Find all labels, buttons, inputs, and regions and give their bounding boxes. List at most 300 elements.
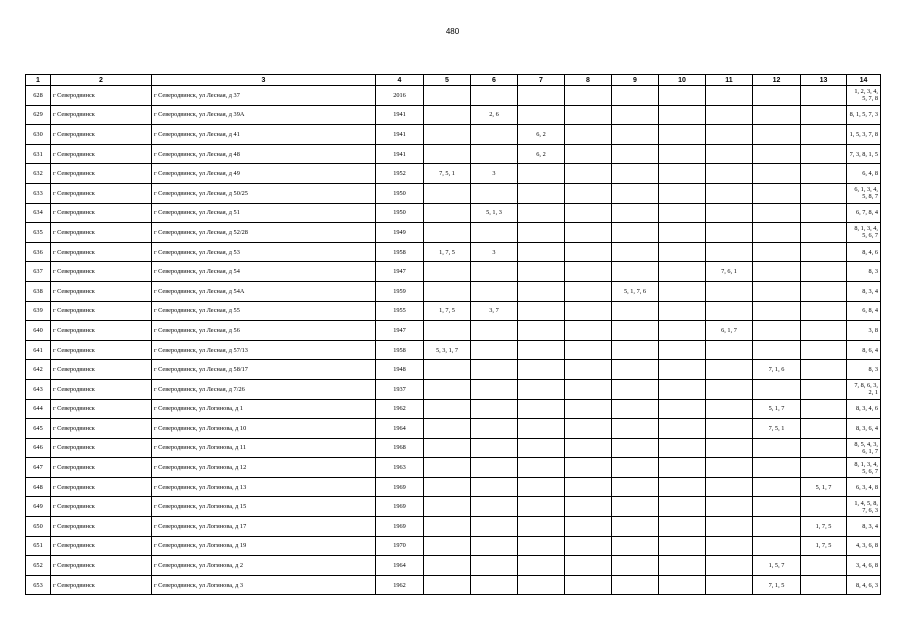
- col12-cell: [753, 203, 801, 223]
- col9-cell: [612, 399, 659, 419]
- col10-cell: [659, 477, 706, 497]
- col14-cell: 7, 8, 6, 3, 2, 1: [847, 379, 881, 399]
- col6-cell: [471, 321, 518, 341]
- year-cell: 1964: [376, 419, 424, 439]
- year-cell: 1952: [376, 164, 424, 184]
- row-number-cell: 635: [26, 223, 51, 243]
- row-number-cell: 631: [26, 144, 51, 164]
- col7-cell: [518, 183, 565, 203]
- year-cell: 1968: [376, 438, 424, 458]
- address-cell: г Северодвинск, ул Лесная, д 54А: [152, 281, 376, 301]
- year-cell: 1958: [376, 340, 424, 360]
- row-number-cell: 637: [26, 262, 51, 282]
- col9-cell: [612, 242, 659, 262]
- col10-cell: [659, 556, 706, 576]
- table-row: [26, 438, 881, 458]
- col12-cell: [753, 223, 801, 243]
- table-row: [26, 301, 881, 321]
- col13-cell: [801, 281, 847, 301]
- year-cell: 1941: [376, 144, 424, 164]
- table-row: [26, 164, 881, 184]
- row-number-cell: 650: [26, 517, 51, 537]
- col10-cell: [659, 419, 706, 439]
- col13-cell: 1, 7, 5: [801, 517, 847, 537]
- col8-cell: [565, 203, 612, 223]
- col5-cell: [424, 183, 471, 203]
- col10-cell: [659, 105, 706, 125]
- year-cell: 1962: [376, 575, 424, 595]
- table-row: [26, 321, 881, 341]
- col9-cell: [612, 419, 659, 439]
- table-body: [26, 86, 881, 595]
- col9-cell: [612, 477, 659, 497]
- column-header-14: 14: [847, 75, 881, 86]
- col8-cell: [565, 301, 612, 321]
- col12-cell: [753, 340, 801, 360]
- housing-register-table: [25, 74, 881, 595]
- col9-cell: [612, 458, 659, 478]
- col14-cell: 7, 3, 8, 1, 5: [847, 144, 881, 164]
- locality-cell: г Северодвинск: [51, 281, 152, 301]
- table-row: [26, 536, 881, 556]
- col12-cell: [753, 105, 801, 125]
- col10-cell: [659, 438, 706, 458]
- col14-cell: 1, 2, 3, 4, 5, 7, 8: [847, 86, 881, 106]
- table-row: [26, 242, 881, 262]
- address-cell: г Северодвинск, ул Логинова, д 13: [152, 477, 376, 497]
- column-header-3: 3: [152, 75, 376, 86]
- locality-cell: г Северодвинск: [51, 458, 152, 478]
- col14-cell: 4, 3, 6, 8: [847, 536, 881, 556]
- row-number-cell: 652: [26, 556, 51, 576]
- col14-cell: 8, 3, 4: [847, 517, 881, 537]
- locality-cell: г Северодвинск: [51, 301, 152, 321]
- locality-cell: г Северодвинск: [51, 340, 152, 360]
- col12-cell: 7, 5, 1: [753, 419, 801, 439]
- col9-cell: [612, 497, 659, 517]
- col12-cell: [753, 477, 801, 497]
- col10-cell: [659, 86, 706, 106]
- year-cell: 1941: [376, 125, 424, 145]
- address-cell: г Северодвинск, ул Лесная, д 37: [152, 86, 376, 106]
- locality-cell: г Северодвинск: [51, 203, 152, 223]
- locality-cell: г Северодвинск: [51, 360, 152, 380]
- col14-cell: 8, 3, 4: [847, 281, 881, 301]
- row-number-cell: 634: [26, 203, 51, 223]
- year-cell: 1937: [376, 379, 424, 399]
- col5-cell: [424, 105, 471, 125]
- locality-cell: г Северодвинск: [51, 321, 152, 341]
- table-row: [26, 223, 881, 243]
- table-row: [26, 183, 881, 203]
- col6-cell: [471, 497, 518, 517]
- col8-cell: [565, 144, 612, 164]
- col11-cell: [706, 125, 753, 145]
- col10-cell: [659, 223, 706, 243]
- table-row: [26, 360, 881, 380]
- col5-cell: [424, 477, 471, 497]
- address-cell: г Северодвинск, ул Лесная, д 51: [152, 203, 376, 223]
- col9-cell: [612, 262, 659, 282]
- col5-cell: 1, 7, 5: [424, 301, 471, 321]
- column-header-8: 8: [565, 75, 612, 86]
- col13-cell: [801, 556, 847, 576]
- column-header-12: 12: [753, 75, 801, 86]
- col10-cell: [659, 379, 706, 399]
- col13-cell: [801, 360, 847, 380]
- col13-cell: [801, 301, 847, 321]
- col10-cell: [659, 183, 706, 203]
- col11-cell: [706, 379, 753, 399]
- address-cell: г Северодвинск, ул Лесная, д 39А: [152, 105, 376, 125]
- col11-cell: [706, 223, 753, 243]
- col10-cell: [659, 321, 706, 341]
- col14-cell: 8, 3, 6, 4: [847, 419, 881, 439]
- col7-cell: [518, 379, 565, 399]
- col6-cell: 3: [471, 164, 518, 184]
- col5-cell: [424, 575, 471, 595]
- year-cell: 1958: [376, 242, 424, 262]
- col13-cell: [801, 419, 847, 439]
- address-cell: г Северодвинск, ул Логинова, д 3: [152, 575, 376, 595]
- col7-cell: [518, 281, 565, 301]
- col7-cell: [518, 438, 565, 458]
- address-cell: г Северодвинск, ул Лесная, д 56: [152, 321, 376, 341]
- col13-cell: [801, 438, 847, 458]
- address-cell: г Северодвинск, ул Лесная, д 48: [152, 144, 376, 164]
- address-cell: г Северодвинск, ул Лесная, д 52/28: [152, 223, 376, 243]
- col8-cell: [565, 536, 612, 556]
- col7-cell: [518, 340, 565, 360]
- col12-cell: [753, 86, 801, 106]
- col10-cell: [659, 458, 706, 478]
- locality-cell: г Северодвинск: [51, 105, 152, 125]
- col14-cell: 8, 4, 6: [847, 242, 881, 262]
- col12-cell: [753, 458, 801, 478]
- locality-cell: г Северодвинск: [51, 379, 152, 399]
- col11-cell: [706, 458, 753, 478]
- col7-cell: [518, 105, 565, 125]
- col9-cell: [612, 556, 659, 576]
- column-header-1: 1: [26, 75, 51, 86]
- locality-cell: г Северодвинск: [51, 517, 152, 537]
- col7-cell: [518, 262, 565, 282]
- row-number-cell: 647: [26, 458, 51, 478]
- col13-cell: [801, 86, 847, 106]
- table-row: [26, 86, 881, 106]
- col14-cell: 6, 8, 4: [847, 301, 881, 321]
- col10-cell: [659, 360, 706, 380]
- col10-cell: [659, 340, 706, 360]
- col5-cell: 5, 3, 1, 7: [424, 340, 471, 360]
- col6-cell: [471, 536, 518, 556]
- col12-cell: 7, 1, 5: [753, 575, 801, 595]
- column-header-11: 11: [706, 75, 753, 86]
- col5-cell: [424, 203, 471, 223]
- col8-cell: [565, 86, 612, 106]
- col10-cell: [659, 164, 706, 184]
- year-cell: 1948: [376, 360, 424, 380]
- column-header-13: 13: [801, 75, 847, 86]
- year-cell: 1962: [376, 399, 424, 419]
- locality-cell: г Северодвинск: [51, 164, 152, 184]
- year-cell: 1950: [376, 183, 424, 203]
- col7-cell: [518, 399, 565, 419]
- year-cell: 1949: [376, 223, 424, 243]
- table-row: [26, 144, 881, 164]
- year-cell: 1941: [376, 105, 424, 125]
- col8-cell: [565, 477, 612, 497]
- col12-cell: [753, 497, 801, 517]
- col11-cell: [706, 517, 753, 537]
- col7-cell: [518, 477, 565, 497]
- col12-cell: 1, 5, 7: [753, 556, 801, 576]
- locality-cell: г Северодвинск: [51, 497, 152, 517]
- col8-cell: [565, 125, 612, 145]
- col8-cell: [565, 321, 612, 341]
- col13-cell: [801, 379, 847, 399]
- col8-cell: [565, 262, 612, 282]
- year-cell: 1969: [376, 497, 424, 517]
- col12-cell: [753, 144, 801, 164]
- address-cell: г Северодвинск, ул Лесная, д 49: [152, 164, 376, 184]
- col13-cell: [801, 399, 847, 419]
- row-number-cell: 636: [26, 242, 51, 262]
- col8-cell: [565, 105, 612, 125]
- year-cell: 1947: [376, 262, 424, 282]
- col14-cell: 8, 1, 5, 7, 3: [847, 105, 881, 125]
- year-cell: 1959: [376, 281, 424, 301]
- col9-cell: [612, 105, 659, 125]
- col14-cell: 8, 3: [847, 360, 881, 380]
- col14-cell: 6, 1, 3, 4, 5, 8, 7: [847, 183, 881, 203]
- col6-cell: [471, 125, 518, 145]
- col6-cell: [471, 340, 518, 360]
- col6-cell: [471, 438, 518, 458]
- col7-cell: [518, 203, 565, 223]
- col10-cell: [659, 301, 706, 321]
- col10-cell: [659, 517, 706, 537]
- col9-cell: [612, 164, 659, 184]
- year-cell: 1964: [376, 556, 424, 576]
- col11-cell: [706, 301, 753, 321]
- address-cell: г Северодвинск, ул Логинова, д 15: [152, 497, 376, 517]
- col5-cell: [424, 125, 471, 145]
- row-number-cell: 653: [26, 575, 51, 595]
- col7-cell: [518, 164, 565, 184]
- col7-cell: [518, 223, 565, 243]
- col12-cell: 5, 1, 7: [753, 399, 801, 419]
- col8-cell: [565, 360, 612, 380]
- col6-cell: 3: [471, 242, 518, 262]
- col5-cell: [424, 458, 471, 478]
- locality-cell: г Северодвинск: [51, 223, 152, 243]
- col12-cell: [753, 164, 801, 184]
- col14-cell: 1, 4, 5, 8, 7, 6, 3: [847, 497, 881, 517]
- locality-cell: г Северодвинск: [51, 438, 152, 458]
- col9-cell: [612, 203, 659, 223]
- col10-cell: [659, 575, 706, 595]
- column-header-2: 2: [51, 75, 152, 86]
- col7-cell: [518, 458, 565, 478]
- col8-cell: [565, 419, 612, 439]
- row-number-cell: 640: [26, 321, 51, 341]
- col5-cell: [424, 144, 471, 164]
- table-row: [26, 517, 881, 537]
- col11-cell: [706, 105, 753, 125]
- col11-cell: [706, 86, 753, 106]
- col12-cell: [753, 438, 801, 458]
- col13-cell: [801, 497, 847, 517]
- col13-cell: [801, 262, 847, 282]
- col6-cell: 3, 7: [471, 301, 518, 321]
- col14-cell: 8, 3: [847, 262, 881, 282]
- locality-cell: г Северодвинск: [51, 144, 152, 164]
- col13-cell: [801, 164, 847, 184]
- col11-cell: [706, 360, 753, 380]
- table-row: [26, 477, 881, 497]
- col6-cell: [471, 379, 518, 399]
- col5-cell: [424, 556, 471, 576]
- col8-cell: [565, 183, 612, 203]
- col11-cell: [706, 438, 753, 458]
- col7-cell: [518, 556, 565, 576]
- col11-cell: [706, 556, 753, 576]
- col9-cell: [612, 301, 659, 321]
- row-number-cell: 651: [26, 536, 51, 556]
- col14-cell: 8, 6, 4: [847, 340, 881, 360]
- col11-cell: [706, 281, 753, 301]
- year-cell: 1969: [376, 477, 424, 497]
- col6-cell: [471, 458, 518, 478]
- col12-cell: [753, 517, 801, 537]
- row-number-cell: 629: [26, 105, 51, 125]
- row-number-cell: 644: [26, 399, 51, 419]
- page-number: 480: [445, 27, 460, 36]
- col8-cell: [565, 575, 612, 595]
- col6-cell: [471, 399, 518, 419]
- address-cell: г Северодвинск, ул Логинова, д 19: [152, 536, 376, 556]
- locality-cell: г Северодвинск: [51, 86, 152, 106]
- locality-cell: г Северодвинск: [51, 536, 152, 556]
- year-cell: 1963: [376, 458, 424, 478]
- col10-cell: [659, 203, 706, 223]
- col9-cell: 5, 1, 7, 6: [612, 281, 659, 301]
- col8-cell: [565, 399, 612, 419]
- table-row: [26, 556, 881, 576]
- col13-cell: [801, 125, 847, 145]
- table-row: [26, 419, 881, 439]
- col14-cell: 6, 7, 8, 4: [847, 203, 881, 223]
- locality-cell: г Северодвинск: [51, 477, 152, 497]
- col5-cell: [424, 536, 471, 556]
- col7-cell: [518, 497, 565, 517]
- col5-cell: [424, 379, 471, 399]
- address-cell: г Северодвинск, ул Логинова, д 11: [152, 438, 376, 458]
- col6-cell: [471, 183, 518, 203]
- row-number-cell: 648: [26, 477, 51, 497]
- col10-cell: [659, 497, 706, 517]
- col13-cell: [801, 458, 847, 478]
- col11-cell: [706, 575, 753, 595]
- col8-cell: [565, 438, 612, 458]
- col12-cell: [753, 262, 801, 282]
- year-cell: 1970: [376, 536, 424, 556]
- col13-cell: [801, 223, 847, 243]
- locality-cell: г Северодвинск: [51, 419, 152, 439]
- address-cell: г Северодвинск, ул Логинова, д 17: [152, 517, 376, 537]
- col9-cell: [612, 360, 659, 380]
- col13-cell: [801, 242, 847, 262]
- col12-cell: [753, 379, 801, 399]
- col5-cell: [424, 360, 471, 380]
- col12-cell: [753, 125, 801, 145]
- col9-cell: [612, 321, 659, 341]
- locality-cell: г Северодвинск: [51, 575, 152, 595]
- col6-cell: [471, 223, 518, 243]
- col9-cell: [612, 438, 659, 458]
- col14-cell: 8, 4, 6, 3: [847, 575, 881, 595]
- col8-cell: [565, 379, 612, 399]
- col12-cell: [753, 301, 801, 321]
- col5-cell: 1, 7, 5: [424, 242, 471, 262]
- locality-cell: г Северодвинск: [51, 399, 152, 419]
- col13-cell: [801, 340, 847, 360]
- col11-cell: [706, 183, 753, 203]
- col8-cell: [565, 242, 612, 262]
- col7-cell: [518, 575, 565, 595]
- row-number-cell: 630: [26, 125, 51, 145]
- row-number-cell: 632: [26, 164, 51, 184]
- row-number-cell: 649: [26, 497, 51, 517]
- col6-cell: [471, 86, 518, 106]
- col8-cell: [565, 223, 612, 243]
- table-header-row: [26, 75, 881, 86]
- col11-cell: [706, 399, 753, 419]
- col10-cell: [659, 144, 706, 164]
- col5-cell: [424, 281, 471, 301]
- address-cell: г Северодвинск, ул Лесная, д 57/13: [152, 340, 376, 360]
- col6-cell: [471, 477, 518, 497]
- col7-cell: [518, 536, 565, 556]
- row-number-cell: 643: [26, 379, 51, 399]
- col8-cell: [565, 517, 612, 537]
- col10-cell: [659, 399, 706, 419]
- col9-cell: [612, 517, 659, 537]
- address-cell: г Северодвинск, ул Лесная, д 55: [152, 301, 376, 321]
- col8-cell: [565, 497, 612, 517]
- table-row: [26, 105, 881, 125]
- column-header-9: 9: [612, 75, 659, 86]
- col11-cell: [706, 477, 753, 497]
- col10-cell: [659, 125, 706, 145]
- col14-cell: 3, 8: [847, 321, 881, 341]
- row-number-cell: 642: [26, 360, 51, 380]
- year-cell: 1969: [376, 517, 424, 537]
- col6-cell: [471, 262, 518, 282]
- col6-cell: [471, 281, 518, 301]
- col7-cell: [518, 360, 565, 380]
- col5-cell: [424, 399, 471, 419]
- col6-cell: [471, 556, 518, 576]
- address-cell: г Северодвинск, ул Лесная, д 7/26: [152, 379, 376, 399]
- col11-cell: 7, 6, 1: [706, 262, 753, 282]
- address-cell: г Северодвинск, ул Лесная, д 53: [152, 242, 376, 262]
- col5-cell: [424, 86, 471, 106]
- col8-cell: [565, 458, 612, 478]
- row-number-cell: 639: [26, 301, 51, 321]
- col7-cell: [518, 321, 565, 341]
